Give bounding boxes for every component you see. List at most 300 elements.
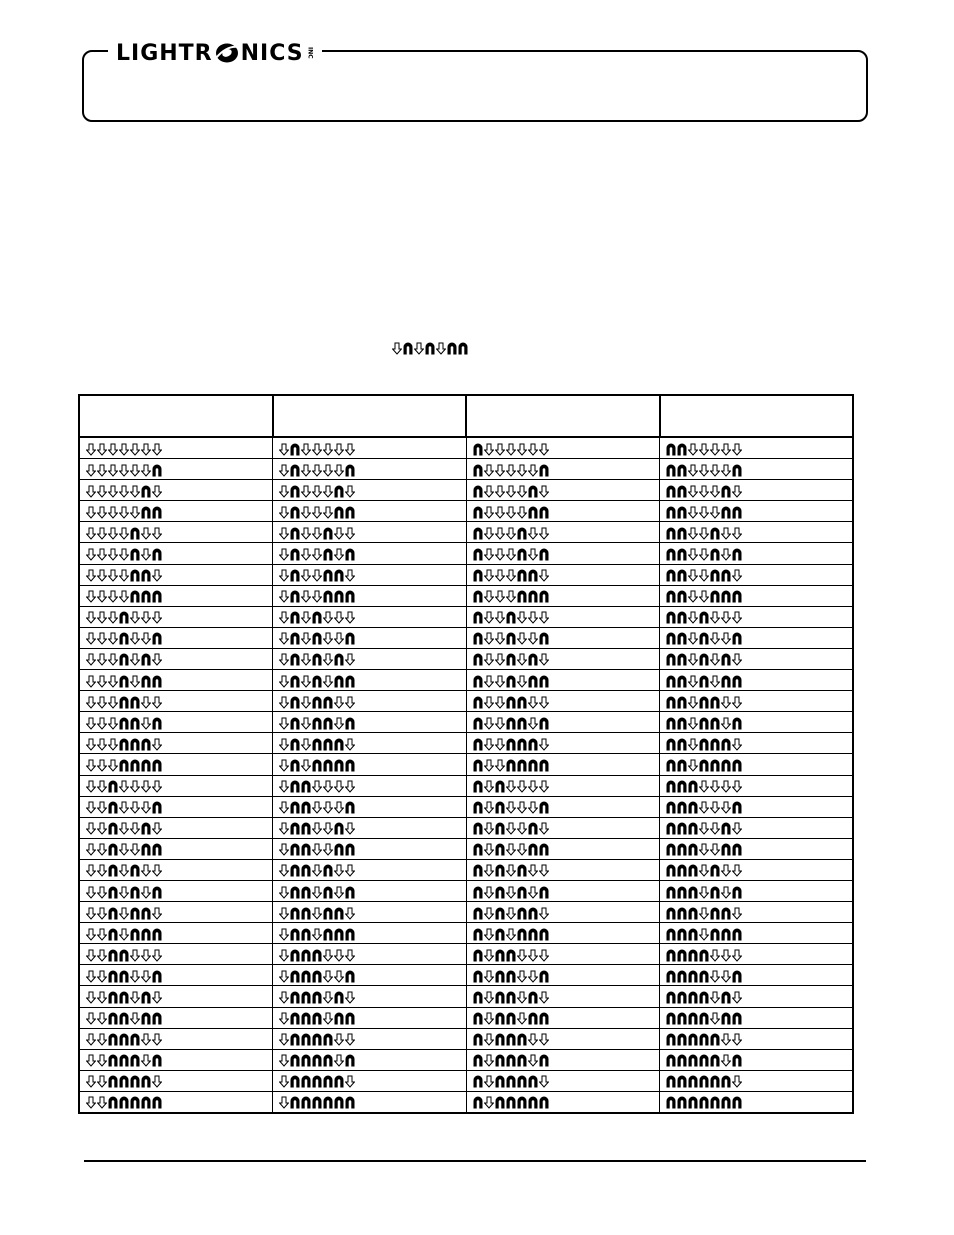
- switch-down-arrow-icon: [97, 464, 107, 477]
- switch-up-arch-icon: [528, 991, 538, 1004]
- table-cell: [660, 437, 854, 459]
- switch-up-arch-icon: [677, 485, 687, 498]
- table-cell: [660, 817, 854, 838]
- table-cell: [79, 648, 273, 669]
- switch-down-arrow-icon: [710, 464, 720, 477]
- switch-down-arrow-icon: [301, 696, 311, 709]
- switch-up-arch-icon: [312, 759, 322, 772]
- switch-down-arrow-icon: [539, 569, 549, 582]
- table-cell: [273, 585, 467, 606]
- switch-pattern: [666, 694, 742, 710]
- table-row: [79, 459, 853, 480]
- switch-down-arrow-icon: [130, 780, 140, 793]
- switch-up-arch-icon: [506, 1033, 516, 1046]
- switch-up-arch-icon: [334, 1012, 344, 1025]
- switch-pattern: [86, 968, 162, 984]
- switch-down-arrow-icon: [97, 907, 107, 920]
- switch-down-arrow-icon: [699, 464, 709, 477]
- switch-down-arrow-icon: [334, 780, 344, 793]
- switch-up-arch-icon: [290, 464, 300, 477]
- switch-up-arch-icon: [473, 970, 483, 983]
- switch-up-arch-icon: [323, 1054, 333, 1067]
- switch-up-arch-icon: [677, 780, 687, 793]
- switch-up-arch-icon: [152, 548, 162, 561]
- switch-up-arch-icon: [677, 717, 687, 730]
- switch-down-arrow-icon: [484, 717, 494, 730]
- switch-pattern: [279, 525, 355, 541]
- switch-up-arch-icon: [473, 1075, 483, 1088]
- switch-up-arch-icon: [539, 759, 549, 772]
- switch-up-arch-icon: [119, 1012, 129, 1025]
- switch-up-arch-icon: [473, 464, 483, 477]
- switch-down-arrow-icon: [86, 907, 96, 920]
- switch-down-arrow-icon: [528, 1033, 538, 1046]
- example-switch-pattern: [392, 340, 468, 356]
- switch-up-arch-icon: [677, 527, 687, 540]
- table-cell: [466, 501, 660, 522]
- table-cell: [660, 838, 854, 859]
- table-cell: [79, 923, 273, 944]
- switch-down-arrow-icon: [279, 928, 289, 941]
- switch-down-arrow-icon: [130, 675, 140, 688]
- switch-pattern: [86, 989, 162, 1005]
- switch-down-arrow-icon: [130, 632, 140, 645]
- switch-down-arrow-icon: [345, 611, 355, 624]
- switch-pattern: [473, 547, 549, 563]
- switch-pattern: [666, 800, 742, 816]
- switch-down-arrow-icon: [97, 717, 107, 730]
- switch-up-arch-icon: [677, 1054, 687, 1067]
- switch-up-arch-icon: [334, 991, 344, 1004]
- switch-down-arrow-icon: [334, 717, 344, 730]
- switch-pattern: [666, 652, 742, 668]
- switch-up-arch-icon: [130, 696, 140, 709]
- switch-down-arrow-icon: [86, 801, 96, 814]
- switch-down-arrow-icon: [279, 886, 289, 899]
- switch-down-arrow-icon: [130, 991, 140, 1004]
- switch-down-arrow-icon: [484, 759, 494, 772]
- switch-up-arch-icon: [301, 780, 311, 793]
- switch-up-arch-icon: [677, 590, 687, 603]
- switch-down-arrow-icon: [484, 590, 494, 603]
- switch-down-arrow-icon: [97, 864, 107, 877]
- switch-down-arrow-icon: [108, 632, 118, 645]
- switch-down-arrow-icon: [334, 1033, 344, 1046]
- switch-down-arrow-icon: [312, 886, 322, 899]
- switch-up-arch-icon: [119, 759, 129, 772]
- switch-down-arrow-icon: [539, 864, 549, 877]
- switch-up-arch-icon: [312, 738, 322, 751]
- switch-up-arch-icon: [688, 864, 698, 877]
- switch-up-arch-icon: [108, 822, 118, 835]
- switch-down-arrow-icon: [721, 970, 731, 983]
- switch-down-arrow-icon: [86, 928, 96, 941]
- switch-up-arch-icon: [290, 1012, 300, 1025]
- switch-down-arrow-icon: [506, 485, 516, 498]
- switch-up-arch-icon: [301, 886, 311, 899]
- switch-down-arrow-icon: [119, 864, 129, 877]
- switch-down-arrow-icon: [86, 864, 96, 877]
- switch-up-arch-icon: [721, 590, 731, 603]
- switch-down-arrow-icon: [86, 1012, 96, 1025]
- switch-down-arrow-icon: [506, 886, 516, 899]
- logo-text-left: LIGHTR: [116, 40, 213, 66]
- switch-up-arch-icon: [732, 548, 742, 561]
- switch-down-arrow-icon: [528, 1054, 538, 1067]
- switch-up-arch-icon: [141, 991, 151, 1004]
- switch-up-arch-icon: [345, 506, 355, 519]
- table-row: [79, 1028, 853, 1049]
- switch-pattern: [279, 968, 355, 984]
- switch-down-arrow-icon: [539, 907, 549, 920]
- switch-up-arch-icon: [732, 801, 742, 814]
- switch-down-arrow-icon: [97, 653, 107, 666]
- table-row: [79, 754, 853, 775]
- table-cell: [466, 902, 660, 923]
- switch-pattern: [279, 673, 355, 689]
- switch-down-arrow-icon: [97, 738, 107, 751]
- switch-down-arrow-icon: [345, 822, 355, 835]
- switch-up-arch-icon: [677, 822, 687, 835]
- switch-down-arrow-icon: [688, 738, 698, 751]
- table-row: [79, 859, 853, 880]
- switch-down-arrow-icon: [119, 548, 129, 561]
- table-cell: [660, 1070, 854, 1091]
- switch-up-arch-icon: [506, 970, 516, 983]
- table-cell: [466, 838, 660, 859]
- switch-down-arrow-icon: [323, 1012, 333, 1025]
- switch-pattern: [666, 715, 742, 731]
- switch-down-arrow-icon: [130, 443, 140, 456]
- table-row: [79, 585, 853, 606]
- switch-up-arch-icon: [130, 886, 140, 899]
- switch-down-arrow-icon: [301, 675, 311, 688]
- switch-pattern: [473, 589, 549, 605]
- switch-up-arch-icon: [517, 696, 527, 709]
- switch-down-arrow-icon: [517, 970, 527, 983]
- switch-up-arch-icon: [152, 632, 162, 645]
- switch-up-arch-icon: [108, 1054, 118, 1067]
- switch-down-arrow-icon: [108, 717, 118, 730]
- switch-down-arrow-icon: [279, 949, 289, 962]
- switch-up-arch-icon: [290, 780, 300, 793]
- switch-down-arrow-icon: [312, 443, 322, 456]
- switch-down-arrow-icon: [323, 611, 333, 624]
- switch-pattern: [279, 736, 355, 752]
- switch-up-arch-icon: [732, 590, 742, 603]
- switch-up-arch-icon: [666, 822, 676, 835]
- switch-down-arrow-icon: [279, 738, 289, 751]
- switch-up-arch-icon: [323, 864, 333, 877]
- switch-down-arrow-icon: [108, 675, 118, 688]
- switch-down-arrow-icon: [436, 342, 446, 355]
- table-cell: [273, 859, 467, 880]
- switch-up-arch-icon: [108, 970, 118, 983]
- switch-up-arch-icon: [506, 675, 516, 688]
- switch-up-arch-icon: [312, 991, 322, 1004]
- switch-down-arrow-icon: [86, 696, 96, 709]
- switch-up-arch-icon: [666, 759, 676, 772]
- switch-up-arch-icon: [130, 759, 140, 772]
- switch-down-arrow-icon: [506, 907, 516, 920]
- switch-up-arch-icon: [312, 1054, 322, 1067]
- switch-down-arrow-icon: [86, 886, 96, 899]
- switch-up-arch-icon: [130, 1075, 140, 1088]
- switch-up-arch-icon: [495, 886, 505, 899]
- switch-down-arrow-icon: [495, 590, 505, 603]
- switch-pattern: [473, 1053, 549, 1069]
- switch-down-arrow-icon: [495, 653, 505, 666]
- switch-up-arch-icon: [495, 822, 505, 835]
- table-cell: [273, 880, 467, 901]
- switch-up-arch-icon: [290, 1033, 300, 1046]
- switch-up-arch-icon: [710, 864, 720, 877]
- table-row: [79, 522, 853, 543]
- switch-pattern: [279, 568, 355, 584]
- switch-down-arrow-icon: [119, 485, 129, 498]
- switch-up-arch-icon: [732, 1054, 742, 1067]
- table-cell: [79, 733, 273, 754]
- switch-down-arrow-icon: [301, 506, 311, 519]
- switch-down-arrow-icon: [97, 443, 107, 456]
- switch-down-arrow-icon: [699, 801, 709, 814]
- switch-up-arch-icon: [323, 928, 333, 941]
- table-cell: [660, 923, 854, 944]
- switch-down-arrow-icon: [495, 675, 505, 688]
- table-cell: [660, 944, 854, 965]
- table-row: [79, 817, 853, 838]
- switch-up-arch-icon: [677, 1096, 687, 1109]
- switch-pattern: [86, 568, 162, 584]
- switch-up-arch-icon: [666, 970, 676, 983]
- lightronics-logo: [108, 38, 322, 68]
- switch-down-arrow-icon: [97, 611, 107, 624]
- switch-down-arrow-icon: [539, 1033, 549, 1046]
- switch-up-arch-icon: [495, 1096, 505, 1109]
- switch-pattern: [666, 757, 742, 773]
- switch-up-arch-icon: [301, 1012, 311, 1025]
- switch-up-arch-icon: [539, 506, 549, 519]
- switch-up-arch-icon: [473, 611, 483, 624]
- switch-pattern: [279, 547, 355, 563]
- switch-up-arch-icon: [495, 928, 505, 941]
- switch-up-arch-icon: [495, 1054, 505, 1067]
- switch-down-arrow-icon: [699, 843, 709, 856]
- switch-up-arch-icon: [677, 506, 687, 519]
- switch-down-arrow-icon: [484, 464, 494, 477]
- switch-down-arrow-icon: [86, 675, 96, 688]
- switch-up-arch-icon: [290, 843, 300, 856]
- switch-pattern: [473, 926, 549, 942]
- switch-down-arrow-icon: [484, 949, 494, 962]
- switch-down-arrow-icon: [345, 991, 355, 1004]
- switch-down-arrow-icon: [506, 569, 516, 582]
- switch-down-arrow-icon: [86, 1054, 96, 1067]
- switch-pattern: [473, 568, 549, 584]
- switch-pattern: [86, 1032, 162, 1048]
- switch-up-arch-icon: [517, 717, 527, 730]
- switch-up-arch-icon: [517, 590, 527, 603]
- switch-pattern: [473, 673, 549, 689]
- switch-up-arch-icon: [666, 653, 676, 666]
- switch-up-arch-icon: [517, 886, 527, 899]
- switch-down-arrow-icon: [517, 991, 527, 1004]
- switch-up-arch-icon: [666, 696, 676, 709]
- switch-down-arrow-icon: [539, 653, 549, 666]
- switch-up-arch-icon: [506, 1054, 516, 1067]
- switch-up-arch-icon: [119, 1075, 129, 1088]
- table-cell: [273, 543, 467, 564]
- switch-down-arrow-icon: [334, 886, 344, 899]
- switch-pattern: [86, 1053, 162, 1069]
- switch-up-arch-icon: [666, 464, 676, 477]
- switch-pattern: [86, 947, 162, 963]
- table-cell: [466, 437, 660, 459]
- table-cell: [79, 838, 273, 859]
- switch-down-arrow-icon: [86, 738, 96, 751]
- switch-down-arrow-icon: [506, 928, 516, 941]
- switch-up-arch-icon: [130, 928, 140, 941]
- switch-pattern: [473, 483, 549, 499]
- switch-up-arch-icon: [323, 548, 333, 561]
- switch-down-arrow-icon: [141, 548, 151, 561]
- switch-up-arch-icon: [473, 527, 483, 540]
- switch-up-arch-icon: [677, 569, 687, 582]
- switch-down-arrow-icon: [130, 611, 140, 624]
- switch-down-arrow-icon: [528, 611, 538, 624]
- switch-up-arch-icon: [688, 780, 698, 793]
- switch-up-arch-icon: [677, 801, 687, 814]
- switch-pattern: [86, 652, 162, 668]
- switch-pattern: [666, 863, 742, 879]
- switch-down-arrow-icon: [484, 864, 494, 877]
- switch-down-arrow-icon: [301, 527, 311, 540]
- switch-pattern: [86, 694, 162, 710]
- switch-up-arch-icon: [528, 907, 538, 920]
- switch-pattern: [473, 441, 549, 457]
- table-row: [79, 627, 853, 648]
- table-cell: [660, 796, 854, 817]
- table-row: [79, 796, 853, 817]
- switch-down-arrow-icon: [152, 949, 162, 962]
- switch-up-arch-icon: [108, 1033, 118, 1046]
- switch-up-arch-icon: [688, 991, 698, 1004]
- table-cell: [466, 1007, 660, 1028]
- switch-up-arch-icon: [666, 675, 676, 688]
- switch-up-arch-icon: [345, 675, 355, 688]
- table-cell: [466, 754, 660, 775]
- table-cell: [466, 796, 660, 817]
- switch-up-arch-icon: [473, 949, 483, 962]
- switch-down-arrow-icon: [506, 443, 516, 456]
- switch-down-arrow-icon: [279, 653, 289, 666]
- switch-pattern: [666, 884, 742, 900]
- switch-up-arch-icon: [108, 928, 118, 941]
- switch-up-arch-icon: [152, 590, 162, 603]
- switch-pattern: [86, 905, 162, 921]
- switch-down-arrow-icon: [152, 907, 162, 920]
- switch-down-arrow-icon: [506, 843, 516, 856]
- table-cell: [660, 606, 854, 627]
- switch-up-arch-icon: [301, 928, 311, 941]
- switch-pattern: [666, 631, 742, 647]
- switch-up-arch-icon: [334, 590, 344, 603]
- switch-up-arch-icon: [495, 991, 505, 1004]
- switch-down-arrow-icon: [323, 970, 333, 983]
- switch-pattern: [666, 736, 742, 752]
- switch-up-arch-icon: [539, 843, 549, 856]
- switch-down-arrow-icon: [279, 759, 289, 772]
- switch-up-arch-icon: [141, 928, 151, 941]
- switch-up-arch-icon: [130, 1033, 140, 1046]
- table-cell: [273, 754, 467, 775]
- switch-down-arrow-icon: [710, 991, 720, 1004]
- switch-pattern: [473, 968, 549, 984]
- switch-down-arrow-icon: [699, 527, 709, 540]
- switch-up-arch-icon: [699, 611, 709, 624]
- switch-down-arrow-icon: [721, 1054, 731, 1067]
- table-cell: [273, 1049, 467, 1070]
- switch-down-arrow-icon: [86, 949, 96, 962]
- table-cell: [466, 859, 660, 880]
- switch-down-arrow-icon: [301, 485, 311, 498]
- table-cell: [273, 775, 467, 796]
- switch-up-arch-icon: [290, 738, 300, 751]
- switch-down-arrow-icon: [721, 443, 731, 456]
- switch-down-arrow-icon: [334, 632, 344, 645]
- switch-up-arch-icon: [290, 653, 300, 666]
- switch-down-arrow-icon: [732, 780, 742, 793]
- switch-up-arch-icon: [141, 675, 151, 688]
- switch-down-arrow-icon: [86, 590, 96, 603]
- switch-up-arch-icon: [323, 907, 333, 920]
- switch-up-arch-icon: [666, 1033, 676, 1046]
- switch-up-arch-icon: [473, 485, 483, 498]
- table-cell: [273, 838, 467, 859]
- switch-pattern: [666, 905, 742, 921]
- switch-up-arch-icon: [290, 928, 300, 941]
- switch-up-arch-icon: [119, 949, 129, 962]
- switch-pattern: [279, 631, 355, 647]
- table-cell: [466, 733, 660, 754]
- switch-down-arrow-icon: [97, 1012, 107, 1025]
- switch-down-arrow-icon: [279, 548, 289, 561]
- switch-pattern: [86, 863, 162, 879]
- switch-up-arch-icon: [688, 907, 698, 920]
- switch-up-arch-icon: [447, 342, 457, 355]
- switch-up-arch-icon: [323, 1033, 333, 1046]
- switch-up-arch-icon: [458, 342, 468, 355]
- switch-up-arch-icon: [473, 864, 483, 877]
- switch-pattern: [473, 884, 549, 900]
- switch-down-arrow-icon: [506, 801, 516, 814]
- switch-up-arch-icon: [290, 590, 300, 603]
- switch-pattern: [86, 757, 162, 773]
- switch-up-arch-icon: [312, 632, 322, 645]
- switch-pattern: [473, 800, 549, 816]
- switch-up-arch-icon: [290, 1075, 300, 1088]
- switch-down-arrow-icon: [688, 675, 698, 688]
- switch-pattern: [279, 884, 355, 900]
- switch-down-arrow-icon: [152, 1033, 162, 1046]
- switch-down-arrow-icon: [119, 506, 129, 519]
- switch-down-arrow-icon: [484, 843, 494, 856]
- switch-up-arch-icon: [506, 1096, 516, 1109]
- switch-down-arrow-icon: [721, 1033, 731, 1046]
- switch-down-arrow-icon: [688, 506, 698, 519]
- table-cell: [273, 944, 467, 965]
- table-cell: [660, 859, 854, 880]
